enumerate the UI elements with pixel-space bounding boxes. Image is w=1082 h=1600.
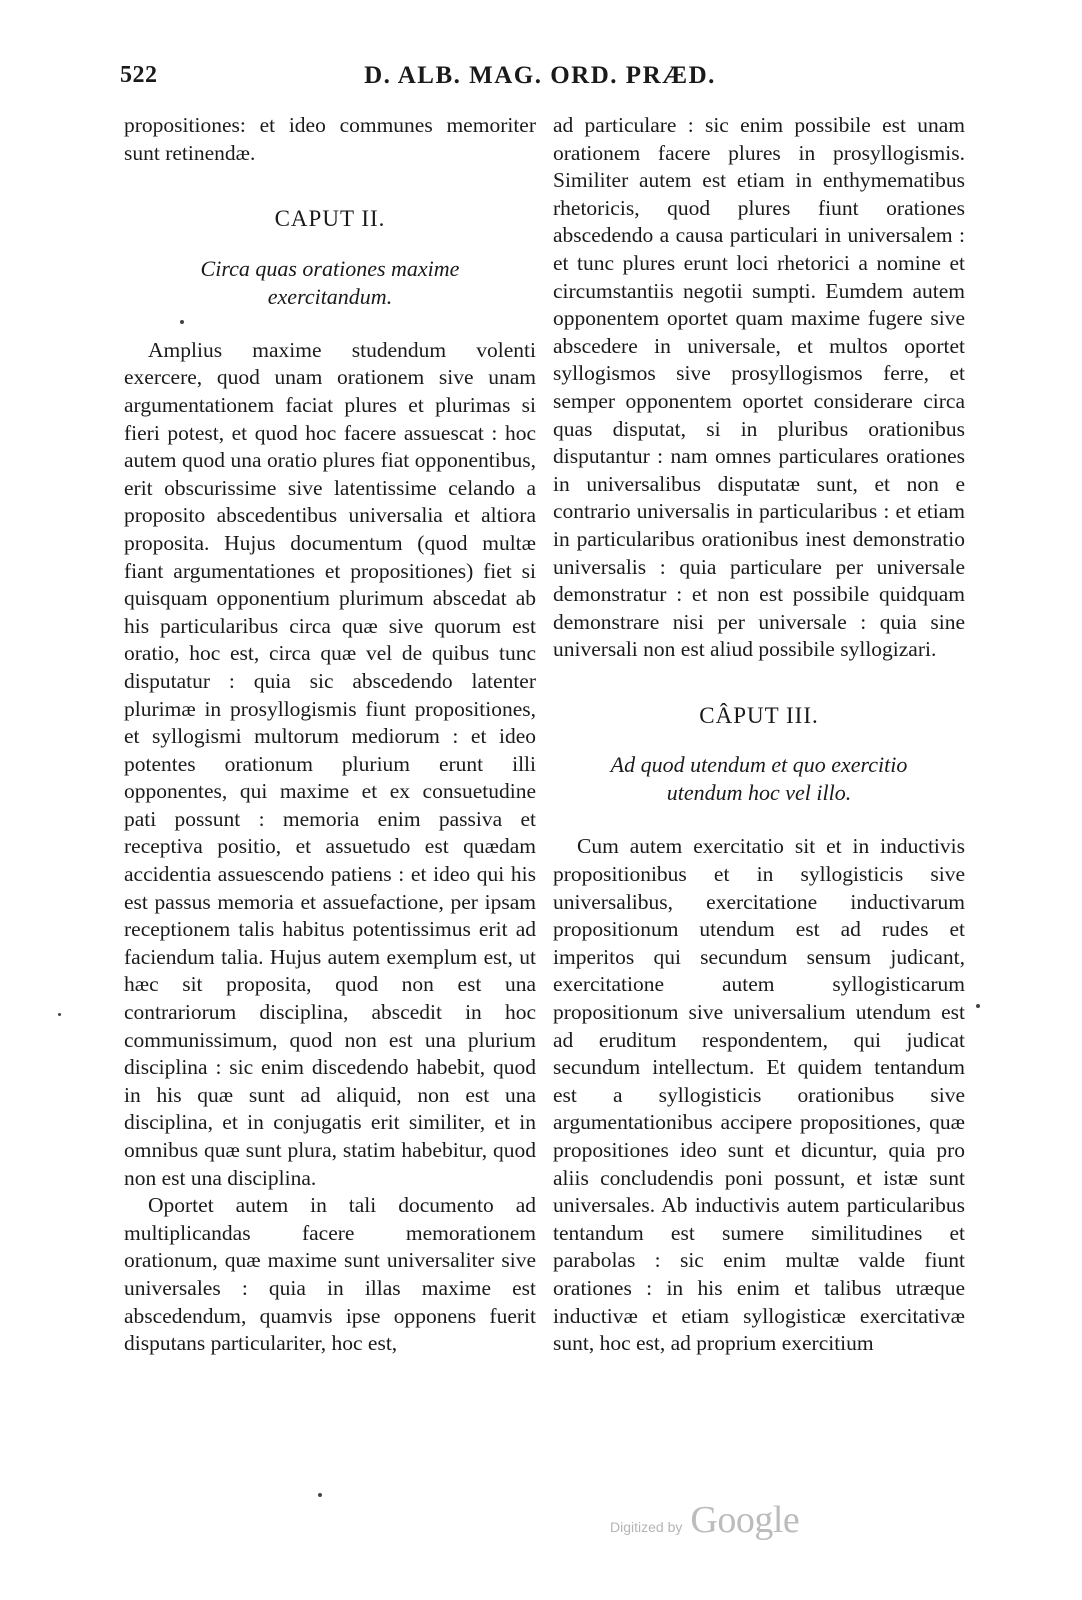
chapter-subtitle-caput-iii: Ad quod utendum et quo exercitio utendum hoc vel illo.	[610, 752, 908, 806]
digitized-label: Digitized by	[610, 1519, 683, 1535]
scan-speck	[58, 1013, 61, 1016]
page-number: 522	[120, 62, 158, 88]
chapter-subtitle-caput-ii: Circa quas orationes maxime exercitandum.	[200, 255, 460, 309]
left-paragraph-3: Oportet autem in tali documento ad multiplicandas facere memorationem orationum, quæ maxime sunt universaliter sive universales : quia in illas maxime est abscedendum, quamvis ipse opponens fuerit disputans particulariter, hoc est,	[124, 1193, 536, 1356]
right-paragraph-1: ad particulare : sic enim possibile est unam orationem facere plures in prosyllogismis. Similiter autem est etiam in enthymematibus rhetoricis, quod plures fiunt orationes abscedendo a causa particulari in universalem : et tunc plures erunt loci rhetorici a nomine et circumstantiis negotii sumpti. Eumdem autem opponentem oportet quam maxime fugere sive abscedere in universale, et multos oportet syllogismos sive prosyllogismos ferre, et semper opponentem oportet considerare circa quas disputat, si in pluribus orationibus disputantur : nam omnes particulares orationes in universalibus disputatæ sunt, et non e contrario universalis in particularibus : et etiam in particularibus orationibus inest demonstratio universalis : quia particulare per universale demonstratur : et non est possibile quidquam demonstrare nisi per universale : quia sine universali non est aliud possibile syllogizari.	[553, 113, 965, 662]
scan-speck	[180, 320, 184, 324]
google-logo: Google	[690, 1499, 800, 1541]
left-paragraph-1: propositiones: et ideo communes memoriter sunt retinendæ.	[124, 113, 536, 165]
right-paragraph-2: Cum autem exercitatio sit et in inductivis propositionibus et in syllogisticis sive universalibus, exercitatione inductivarum propositionum utendum est ad rudes et imperitos qui secundum sensum judicant, exercitatione autem syllogisticarum propositionum sive universalium utendum est ad eruditum respondentem, qui judicat secundum intellectum. Et quidem tentandum est a syllogisticis orationibus sive argumentationibus accipere propositiones, quæ propositiones ideo sunt et dicuntur, quia pro aliis concludendis poni possunt, et istæ sunt universales. Ab inductivis autem particularibus tentandum est sumere similitudines et parabolas : sic enim multæ valde fiunt orationes : in his enim et talibus utræque inductivæ et etiam syllogisticæ exercitativæ sunt, hoc est, ad proprium exercitium	[553, 834, 965, 1356]
left-paragraph-2: Amplius maxime studendum volenti exercere, quod unam orationem sive unam argumentationem faciat plures et plurimas si fieri potest, et quod hoc facere assuescat : hoc autem quod una oratio plures fiat opponentibus, erit obscurissime sive latentissime celando a proposito abscedentibus universalia et altiora proposita. Hujus documentum (quod multæ fiant argumentationes et propositiones) fiet si quisquam opponentium plurimum abscedat ab his particularibus circa quæ sive quorum est oratio, hoc est, circa quæ vel de quibus tunc disputatur : quia sic abscedendo latenter plurimæ in prosyllogismis fiunt propositiones, et syllogismi multorum mediorum : et ideo potentes orationum plurium erunt illi opponentes, qui maxime et ex consuetudine pati possunt : memoria enim passiva et receptiva positio, et assuetudo est quædam accidentia assuescendo patiens : et ideo qui his est passus memoria et assuefactione, per ipsam receptionem talis habitus potentissimus erit ad faciendum talia. Hujus autem exemplum est, ut hæc sit proposita, quod non est una contrariorum disciplina, abscedit in hoc communissimum, quod non est una plurium disciplina : sic enim discedendo habebit, quod in his quæ sunt ad aliquid, non est una disciplina, et in conjugatis erit similiter, et in omnibus quæ sunt plura, statim habebitur, quod non est una disciplina.	[124, 337, 536, 1190]
left-column	[124, 112, 536, 1358]
digitized-by-google-watermark	[610, 1498, 799, 1542]
page-header	[120, 62, 960, 94]
scan-speck	[976, 1004, 980, 1008]
right-column	[553, 112, 965, 1358]
chapter-heading-caput-ii: CAPUT II.	[274, 206, 386, 232]
chapter-heading-caput-iii: CÂPUT III.	[699, 702, 819, 728]
running-title: D. ALB. MAG. ORD. PRÆD.	[364, 62, 716, 89]
scan-speck	[318, 1493, 322, 1497]
